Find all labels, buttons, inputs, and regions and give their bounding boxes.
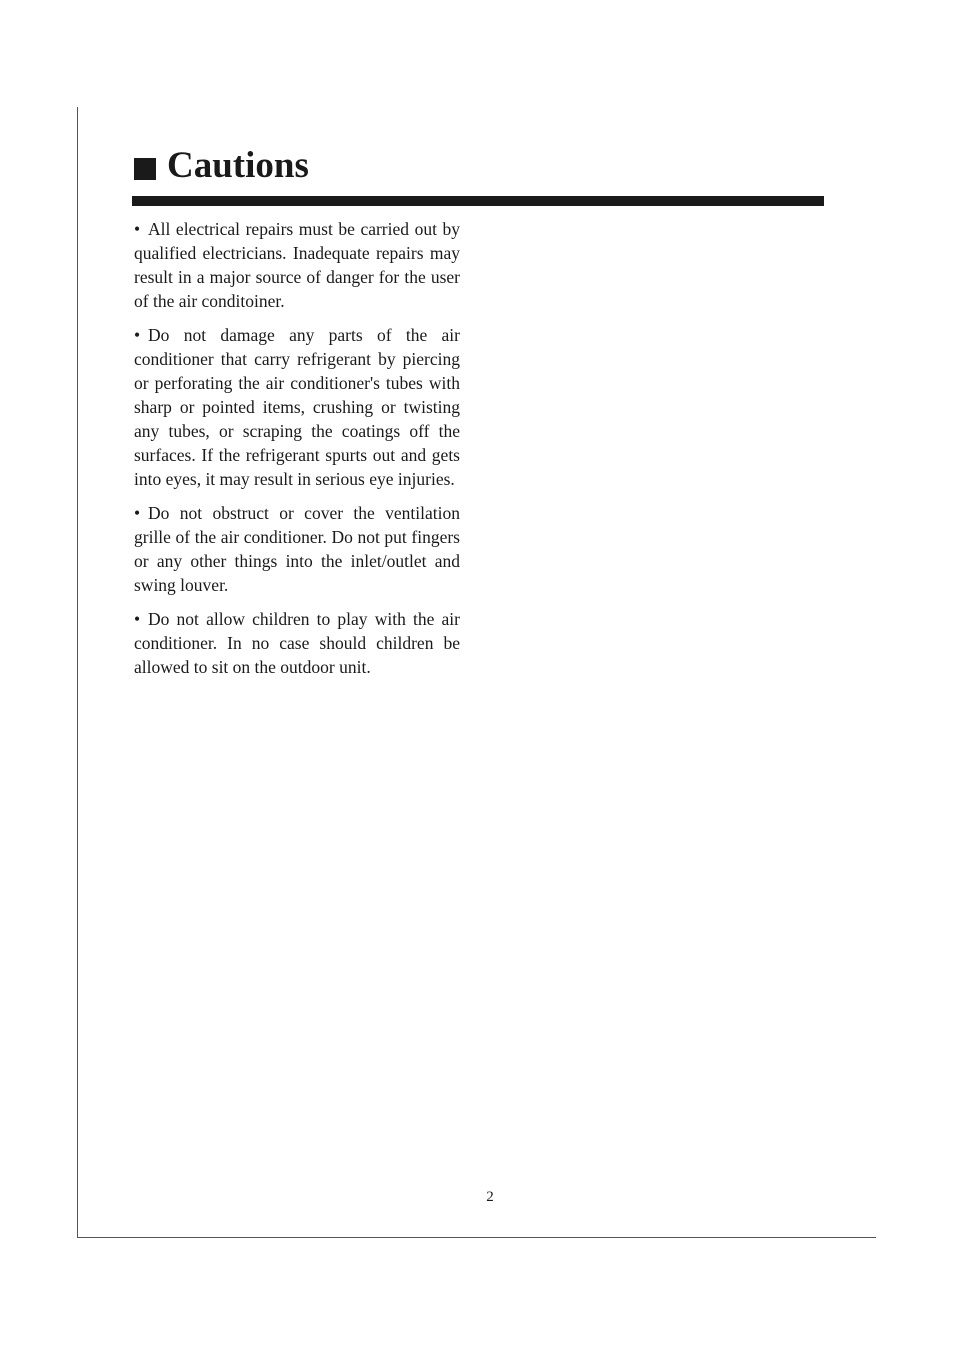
bullet-icon: • [134, 219, 141, 239]
left-margin-rule [77, 107, 78, 1238]
bullet-icon: • [134, 609, 141, 629]
heading-square-icon [134, 158, 156, 180]
caution-item [134, 217, 460, 313]
caution-item [134, 607, 460, 679]
bullet-icon: • [134, 503, 141, 523]
caution-text: All electrical repairs must be carried out by qualified electricians. Inadequate repairs may result in a major source of danger for the user of the air conditoiner. [134, 219, 460, 311]
bullet-icon: • [134, 325, 141, 345]
page-number: 2 [486, 1189, 494, 1205]
bottom-margin-rule [77, 1237, 876, 1238]
cautions-list [134, 217, 460, 689]
caution-text: Do not allow children to play with the air conditioner. In no case should children be allowed to sit on the outdoor unit. [134, 609, 460, 677]
caution-item [134, 501, 460, 597]
caution-item [134, 323, 460, 491]
caution-text: Do not obstruct or cover the ventilation grille of the air conditioner. Do not put fingers or any other things into the inlet/outlet and swing louver. [134, 503, 460, 595]
caution-text: Do not damage any parts of the air conditioner that carry refrigerant by piercing or perforating the air conditioner's tubes with sharp or pointed items, crushing or twisting any tubes, or scraping the coatings off the surfaces. If the refrigerant spurts out and gets into eyes, it may result in serious eye injuries. [134, 325, 460, 489]
page-title: Cautions [167, 145, 309, 186]
heading-underline-bar [132, 196, 824, 206]
section-heading [134, 143, 309, 189]
